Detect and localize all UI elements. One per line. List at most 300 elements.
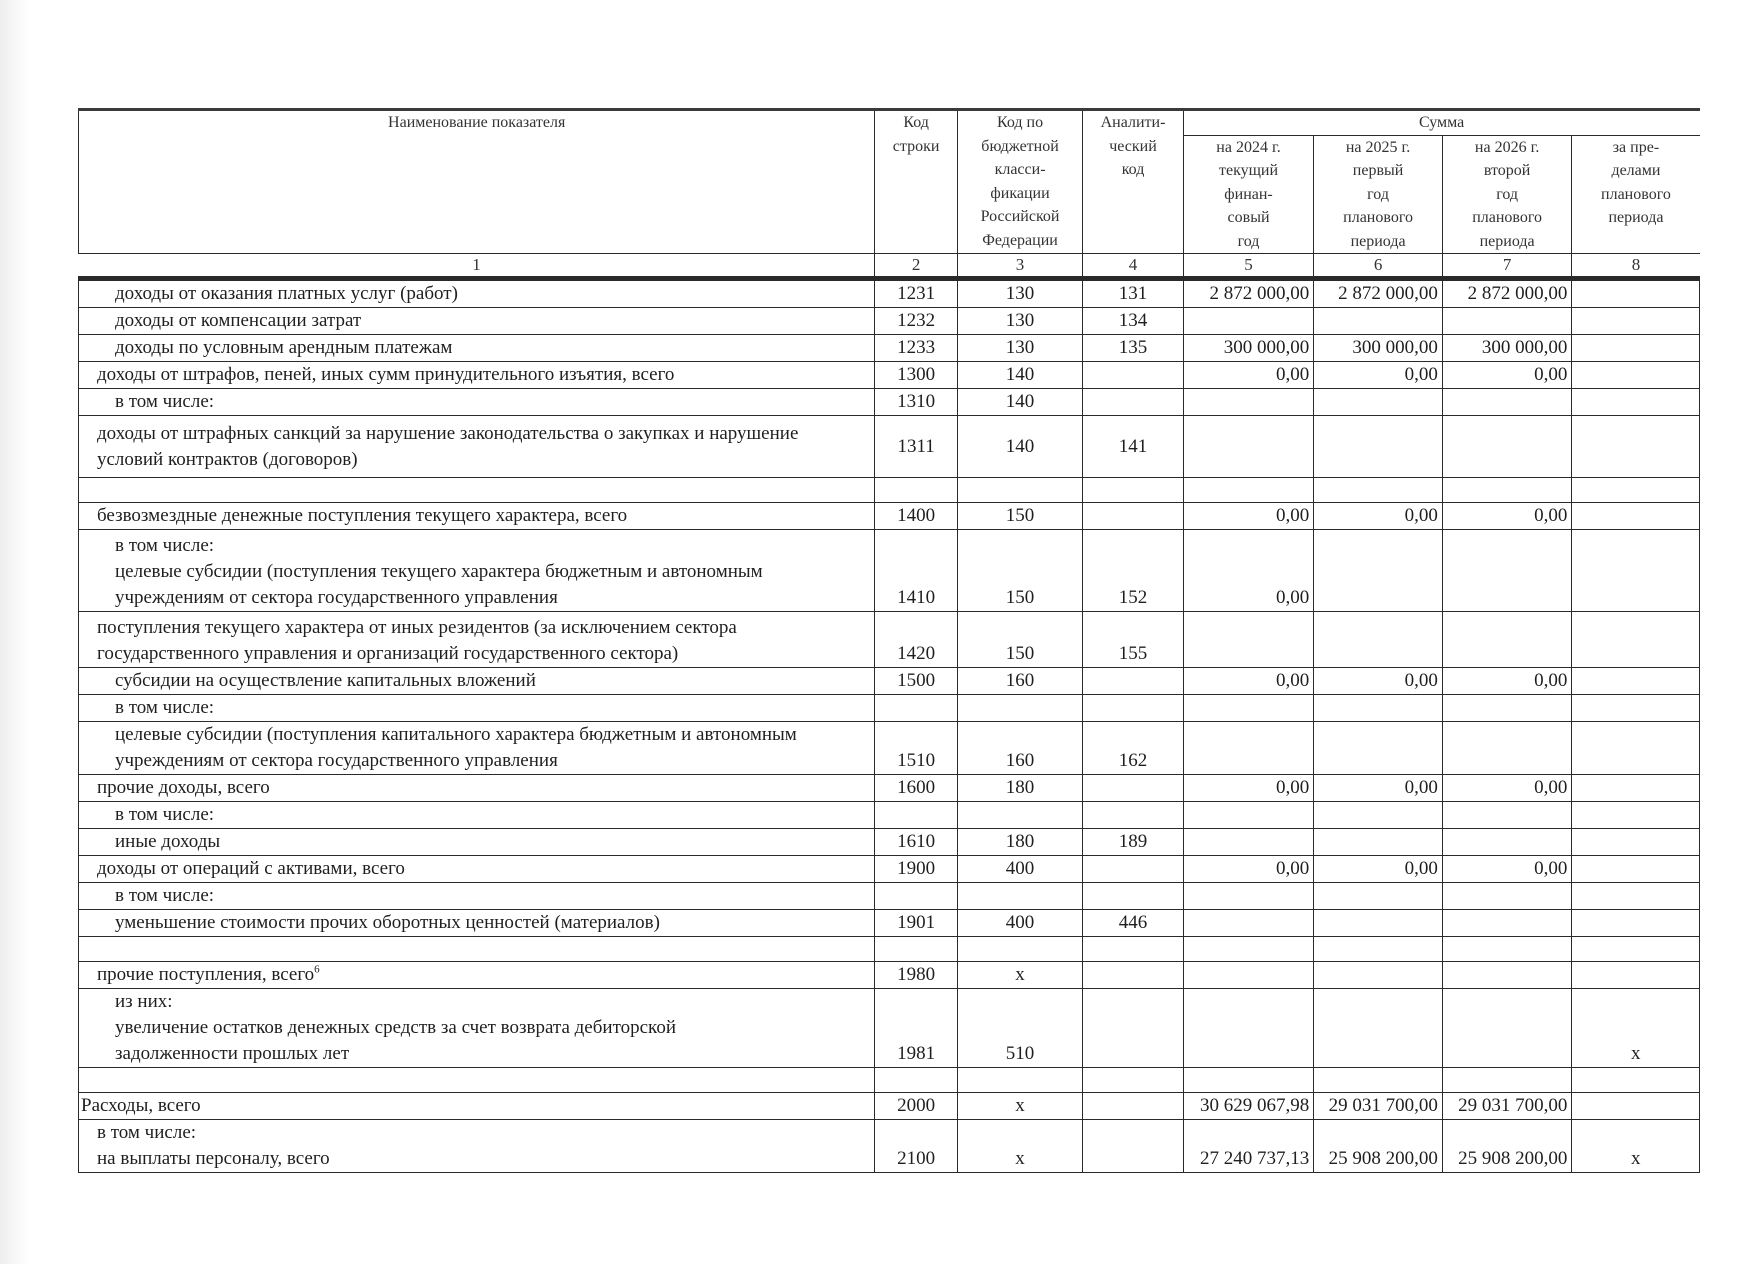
amount-beyond-period [1572, 279, 1700, 308]
header-line: год [1496, 185, 1519, 203]
amount-beyond-period [1572, 668, 1700, 695]
analytic-code [1083, 389, 1183, 416]
analytic-code [1083, 856, 1183, 883]
row-code [875, 695, 957, 722]
header-line: класси- [994, 161, 1046, 178]
budget-classification-code [957, 802, 1083, 829]
amount-2025 [1314, 802, 1443, 829]
amount-2024 [1183, 1068, 1314, 1093]
header-line: Федерации [982, 231, 1058, 249]
header-line: второй [1483, 162, 1531, 179]
amount-beyond-period [1572, 335, 1700, 362]
amount-2025: 29 031 700,00 [1314, 1093, 1443, 1120]
budget-classification-code: 510 [957, 989, 1083, 1068]
header-indicator-name: Наименование показателя [79, 110, 875, 254]
indicator-name-line: поступления текущего характера от иных резидентов (за исключением сектора [97, 617, 737, 638]
indicator-name-line: учреждениям от сектора государственного управления [115, 587, 558, 608]
table-row [79, 389, 1700, 416]
budget-classification-code [957, 937, 1083, 962]
amount-2024 [1183, 829, 1314, 856]
header-row-code [875, 110, 957, 254]
header-line: периода [1350, 232, 1406, 250]
indicator-name-line: Расходы, всего [81, 1095, 201, 1116]
financial-plan-table [78, 108, 1700, 1173]
amount-2025: 0,00 [1314, 503, 1443, 530]
indicator-name-line: в том числе: [97, 1122, 197, 1143]
analytic-code: 162 [1083, 722, 1183, 775]
table-row [79, 362, 1700, 389]
amount-beyond-period [1572, 1068, 1700, 1093]
analytic-code: 152 [1083, 530, 1183, 612]
amount-2025 [1314, 989, 1443, 1068]
budget-classification-code: 150 [957, 612, 1083, 668]
analytic-code [1083, 802, 1183, 829]
header-line: Код [903, 114, 929, 131]
indicator-name [79, 802, 875, 829]
indicator-name-line: увеличение остатков денежных средств за счет возврата дебиторской [115, 1017, 676, 1038]
amount-2024 [1183, 962, 1314, 989]
header-line: бюджетной [981, 137, 1059, 155]
analytic-code [1083, 989, 1183, 1068]
budget-classification-code: 150 [957, 503, 1083, 530]
analytic-code [1083, 478, 1183, 503]
budget-classification-code: 140 [957, 362, 1083, 389]
row-code [875, 478, 957, 503]
amount-beyond-period: x [1572, 989, 1700, 1068]
indicator-name [79, 308, 875, 335]
analytic-code [1083, 1120, 1183, 1173]
budget-classification-code [957, 695, 1083, 722]
table-row [79, 478, 1700, 503]
column-number: 2 [875, 254, 957, 279]
amount-2026 [1442, 1068, 1572, 1093]
analytic-code: 141 [1083, 416, 1183, 478]
analytic-code [1083, 1068, 1183, 1093]
indicator-name [79, 883, 875, 910]
header-line: на 2024 г. [1216, 138, 1281, 156]
amount-2025: 0,00 [1314, 668, 1443, 695]
header-line: делами [1611, 162, 1661, 179]
amount-2026 [1442, 883, 1572, 910]
amount-beyond-period [1572, 802, 1700, 829]
amount-2024 [1183, 910, 1314, 937]
amount-2025 [1314, 416, 1443, 478]
table-row [79, 1120, 1700, 1173]
indicator-name-line: в том числе: [115, 885, 215, 906]
amount-beyond-period [1572, 962, 1700, 989]
table-row [79, 856, 1700, 883]
budget-classification-code: 130 [957, 335, 1083, 362]
indicator-name [79, 389, 875, 416]
indicator-name-line: в том числе: [115, 697, 215, 718]
amount-beyond-period [1572, 937, 1700, 962]
amount-2025 [1314, 883, 1443, 910]
budget-classification-code [957, 883, 1083, 910]
table-row [79, 308, 1700, 335]
indicator-name [79, 937, 875, 962]
header-analytic-code [1083, 110, 1183, 254]
analytic-code [1083, 937, 1183, 962]
amount-beyond-period [1572, 362, 1700, 389]
table-row [79, 530, 1700, 612]
indicator-name [79, 362, 875, 389]
amount-beyond-period [1572, 389, 1700, 416]
budget-classification-code: 180 [957, 829, 1083, 856]
indicator-name-line: в том числе: [115, 804, 215, 825]
table-row [79, 775, 1700, 802]
amount-beyond-period [1572, 695, 1700, 722]
amount-2026: 0,00 [1442, 362, 1572, 389]
amount-2025 [1314, 722, 1443, 775]
amount-2026 [1442, 937, 1572, 962]
amount-2026: 0,00 [1442, 503, 1572, 530]
amount-beyond-period [1572, 722, 1700, 775]
amount-2026 [1442, 389, 1572, 416]
budget-classification-code: 160 [957, 722, 1083, 775]
indicator-name-line: в том числе: [115, 535, 215, 556]
amount-2025 [1314, 389, 1443, 416]
indicator-name-line: целевые субсидии (поступления текущего характера бюджетным и автономным [115, 561, 763, 582]
amount-2025: 25 908 200,00 [1314, 1120, 1443, 1173]
indicator-name [79, 1068, 875, 1093]
amount-2026: 0,00 [1442, 668, 1572, 695]
row-code: 1901 [875, 910, 957, 937]
header-year-2026 [1442, 135, 1572, 254]
budget-classification-code: x [957, 962, 1083, 989]
row-code: 2100 [875, 1120, 957, 1173]
header-line: периода [1479, 232, 1535, 250]
table-row [79, 883, 1700, 910]
analytic-code [1083, 883, 1183, 910]
amount-2024: 30 629 067,98 [1183, 1093, 1314, 1120]
table-row [79, 989, 1700, 1068]
budget-classification-code: 140 [957, 389, 1083, 416]
row-code: 1232 [875, 308, 957, 335]
indicator-name [79, 829, 875, 856]
budget-classification-code [957, 478, 1083, 503]
analytic-code: 131 [1083, 279, 1183, 308]
indicator-name [79, 695, 875, 722]
header-line: год [1237, 232, 1260, 250]
amount-2024: 0,00 [1183, 856, 1314, 883]
amount-2024 [1183, 883, 1314, 910]
row-code: 1500 [875, 668, 957, 695]
amount-2026 [1442, 829, 1572, 856]
analytic-code [1083, 362, 1183, 389]
amount-2025: 0,00 [1314, 775, 1443, 802]
amount-2026 [1442, 416, 1572, 478]
row-code: 1311 [875, 416, 957, 478]
amount-beyond-period [1572, 503, 1700, 530]
amount-2024 [1183, 695, 1314, 722]
header-line: строки [892, 137, 940, 155]
amount-2026: 25 908 200,00 [1442, 1120, 1572, 1173]
indicator-name [79, 1120, 875, 1173]
amount-2024 [1183, 989, 1314, 1068]
amount-2025: 2 872 000,00 [1314, 279, 1443, 308]
table-row [79, 503, 1700, 530]
budget-classification-code [957, 1068, 1083, 1093]
table-row [79, 335, 1700, 362]
row-code: 1600 [875, 775, 957, 802]
header-line: первый [1352, 162, 1404, 179]
table-row [79, 722, 1700, 775]
row-code: 1233 [875, 335, 957, 362]
indicator-name-line: безвозмездные денежные поступления текущего характера, всего [97, 505, 628, 526]
amount-2025 [1314, 530, 1443, 612]
amount-beyond-period [1572, 856, 1700, 883]
row-code: 1231 [875, 279, 957, 308]
indicator-name-line: прочие доходы, всего [97, 777, 270, 798]
amount-2026: 0,00 [1442, 775, 1572, 802]
indicator-name [79, 910, 875, 937]
table-row [79, 802, 1700, 829]
analytic-code [1083, 503, 1183, 530]
header-line: планового [1601, 185, 1671, 203]
analytic-code [1083, 668, 1183, 695]
amount-2025 [1314, 612, 1443, 668]
row-code [875, 1068, 957, 1093]
budget-classification-code: 180 [957, 775, 1083, 802]
table-row [79, 279, 1700, 308]
analytic-code: 446 [1083, 910, 1183, 937]
amount-beyond-period [1572, 775, 1700, 802]
budget-classification-code: 140 [957, 416, 1083, 478]
analytic-code: 189 [1083, 829, 1183, 856]
amount-2025: 0,00 [1314, 362, 1443, 389]
amount-2024 [1183, 416, 1314, 478]
row-code: 1980 [875, 962, 957, 989]
amount-2026: 300 000,00 [1442, 335, 1572, 362]
indicator-name-line: прочие поступления, всего [97, 964, 315, 985]
amount-2024: 300 000,00 [1183, 335, 1314, 362]
analytic-code [1083, 775, 1183, 802]
row-code: 1610 [875, 829, 957, 856]
budget-classification-code: 400 [957, 856, 1083, 883]
amount-2024: 0,00 [1183, 362, 1314, 389]
header-budget-classification-code [957, 110, 1083, 254]
amount-2024: 0,00 [1183, 530, 1314, 612]
indicator-name-line: на выплаты персоналу, всего [97, 1148, 330, 1169]
amount-2024 [1183, 722, 1314, 775]
table-row [79, 1093, 1700, 1120]
row-code: 1310 [875, 389, 957, 416]
scan-edge-shadow [0, 0, 30, 1264]
amount-2026: 0,00 [1442, 856, 1572, 883]
amount-beyond-period [1572, 308, 1700, 335]
header-line: планового [1343, 209, 1413, 226]
amount-2025 [1314, 962, 1443, 989]
analytic-code [1083, 1093, 1183, 1120]
amount-2024 [1183, 937, 1314, 962]
amount-2026 [1442, 308, 1572, 335]
analytic-code: 134 [1083, 308, 1183, 335]
amount-2024: 27 240 737,13 [1183, 1120, 1314, 1173]
indicator-name-line: доходы по условным арендным платежам [115, 337, 453, 358]
amount-2025 [1314, 829, 1443, 856]
table-row [79, 910, 1700, 937]
row-code [875, 883, 957, 910]
column-number-row [79, 254, 1700, 279]
amount-2026 [1442, 612, 1572, 668]
amount-2026 [1442, 478, 1572, 503]
amount-2026 [1442, 962, 1572, 989]
amount-2024 [1183, 612, 1314, 668]
header-year-2025 [1314, 135, 1443, 254]
header-line: ческий [1109, 137, 1157, 155]
column-number: 5 [1183, 254, 1314, 279]
amount-beyond-period: x [1572, 1120, 1700, 1173]
column-number: 7 [1442, 254, 1572, 279]
row-code: 1510 [875, 722, 957, 775]
amount-2024: 0,00 [1183, 668, 1314, 695]
table-row [79, 962, 1700, 989]
amount-beyond-period [1572, 883, 1700, 910]
indicator-name-line: условий контрактов (договоров) [97, 448, 358, 470]
amount-beyond-period [1572, 829, 1700, 856]
budget-classification-code: x [957, 1120, 1083, 1173]
indicator-name-line: из них: [115, 991, 173, 1012]
amount-2024: 2 872 000,00 [1183, 279, 1314, 308]
header-line: год [1367, 185, 1389, 203]
amount-2024 [1183, 478, 1314, 503]
column-number: 8 [1572, 254, 1700, 279]
column-number: 1 [79, 254, 875, 279]
row-code: 1420 [875, 612, 957, 668]
header-line: Российской [980, 208, 1060, 225]
indicator-name-line: задолженности прошлых лет [115, 1043, 350, 1064]
indicator-name-line: субсидии на осуществление капитальных вложений [115, 670, 536, 691]
row-code [875, 937, 957, 962]
amount-beyond-period [1572, 416, 1700, 478]
indicator-name [79, 775, 875, 802]
table-row [79, 612, 1700, 668]
amount-beyond-period [1572, 530, 1700, 612]
indicator-name [79, 989, 875, 1068]
header-line: совый [1227, 209, 1270, 226]
amount-2024: 0,00 [1183, 775, 1314, 802]
header-line: на 2025 г. [1345, 138, 1411, 156]
row-code: 1410 [875, 530, 957, 612]
table-body [79, 279, 1700, 1173]
indicator-name-line: иные доходы [115, 831, 221, 852]
header-beyond-planning-period [1572, 135, 1700, 254]
indicator-name-line: уменьшение стоимости прочих оборотных ценностей (материалов) [115, 912, 660, 933]
amount-2026 [1442, 695, 1572, 722]
indicator-name-line: в том числе: [115, 391, 215, 412]
row-code: 1981 [875, 989, 957, 1068]
indicator-name-line: доходы от штрафных санкций за нарушение законодательства о закупках и нарушение [97, 422, 799, 444]
indicator-name [79, 503, 875, 530]
amount-2026 [1442, 530, 1572, 612]
header-line: Код по [996, 114, 1044, 131]
header-line: за пре- [1612, 138, 1660, 156]
header-line: на 2026 г. [1474, 138, 1540, 156]
indicator-name [79, 612, 875, 668]
header-line: фикации [990, 184, 1050, 202]
amount-beyond-period [1572, 612, 1700, 668]
table-row [79, 668, 1700, 695]
table-row [79, 1068, 1700, 1093]
budget-classification-code: 400 [957, 910, 1083, 937]
indicator-name-line: доходы от оказания платных услуг (работ) [115, 283, 458, 304]
amount-2025 [1314, 308, 1443, 335]
header-year-2024 [1183, 135, 1314, 254]
indicator-name [79, 530, 875, 612]
budget-classification-code: 130 [957, 308, 1083, 335]
header-sum: Сумма [1183, 110, 1699, 136]
indicator-name [79, 478, 875, 503]
header-line: финан- [1224, 185, 1273, 203]
amount-2025: 0,00 [1314, 856, 1443, 883]
budget-classification-code: 150 [957, 530, 1083, 612]
row-code: 1900 [875, 856, 957, 883]
amount-beyond-period [1572, 1093, 1700, 1120]
table-row [79, 695, 1700, 722]
header-line: Аналити- [1100, 114, 1166, 131]
header-line: текущий [1218, 162, 1279, 179]
analytic-code: 135 [1083, 335, 1183, 362]
indicator-name-line: учреждениям от сектора государственного управления [115, 750, 558, 771]
indicator-name-line: доходы от операций с активами, всего [97, 858, 405, 879]
amount-2025 [1314, 695, 1443, 722]
amount-2026 [1442, 989, 1572, 1068]
indicator-name-line: доходы от компенсации затрат [115, 310, 362, 331]
indicator-name [79, 856, 875, 883]
budget-classification-code: 160 [957, 668, 1083, 695]
analytic-code: 155 [1083, 612, 1183, 668]
amount-2026: 2 872 000,00 [1442, 279, 1572, 308]
amount-2024 [1183, 802, 1314, 829]
indicator-name-line: государственного управления и организаций государственного сектора) [97, 643, 679, 664]
amount-2025 [1314, 910, 1443, 937]
amount-2025 [1314, 478, 1443, 503]
amount-2025: 300 000,00 [1314, 335, 1443, 362]
indicator-name [79, 722, 875, 775]
amount-2026 [1442, 722, 1572, 775]
analytic-code [1083, 695, 1183, 722]
indicator-name [79, 279, 875, 308]
column-number: 4 [1083, 254, 1183, 279]
indicator-name [79, 1093, 875, 1120]
row-code [875, 802, 957, 829]
amount-2024 [1183, 389, 1314, 416]
row-code: 2000 [875, 1093, 957, 1120]
amount-beyond-period [1572, 910, 1700, 937]
column-number: 3 [957, 254, 1083, 279]
indicator-name [79, 416, 875, 478]
table-row [79, 937, 1700, 962]
row-code: 1400 [875, 503, 957, 530]
amount-2026 [1442, 802, 1572, 829]
table-row [79, 829, 1700, 856]
table-row [79, 416, 1700, 478]
header-line: периода [1608, 209, 1664, 226]
indicator-name [79, 335, 875, 362]
indicator-name [79, 962, 875, 989]
footnote-marker: 6 [314, 963, 320, 976]
budget-classification-code: x [957, 1093, 1083, 1120]
indicator-name-line: целевые субсидии (поступления капитального характера бюджетным и автономным [115, 724, 797, 745]
column-number: 6 [1314, 254, 1443, 279]
header-line: код [1121, 161, 1145, 178]
amount-2024 [1183, 308, 1314, 335]
analytic-code [1083, 962, 1183, 989]
amount-2026: 29 031 700,00 [1442, 1093, 1572, 1120]
budget-classification-code: 130 [957, 279, 1083, 308]
amount-2025 [1314, 1068, 1443, 1093]
amount-beyond-period [1572, 478, 1700, 503]
